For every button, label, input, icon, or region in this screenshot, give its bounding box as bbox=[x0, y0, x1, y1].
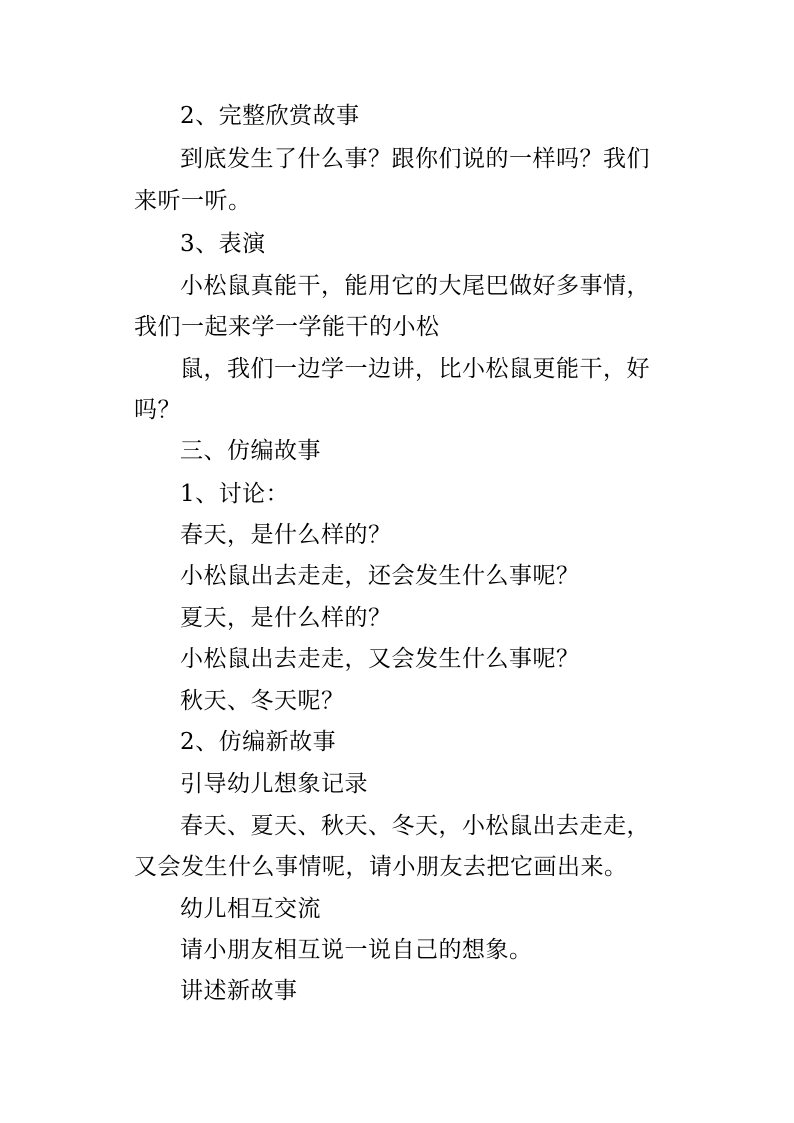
text-line: 到底发生了什么事？跟你们说的一样吗？我们 bbox=[180, 146, 650, 172]
text-line: 三、仿编故事 bbox=[180, 438, 321, 464]
text-line: 吗？ bbox=[134, 397, 181, 423]
text-line: 2、仿编新故事 bbox=[180, 729, 337, 755]
text-line: 又会发生什么事情呢，请小朋友去把它画出来。 bbox=[134, 854, 628, 880]
text-line: 夏天，是什么样的？ bbox=[180, 605, 392, 631]
text-line: 幼儿相互交流 bbox=[180, 896, 321, 922]
text-line: 2、完整欣赏故事 bbox=[180, 103, 360, 129]
text-line: 小松鼠真能干，能用它的大尾巴做好多事情， bbox=[180, 273, 650, 299]
text-line: 请小朋友相互说一说自己的想象。 bbox=[180, 937, 533, 963]
text-line: 讲述新故事 bbox=[180, 978, 298, 1004]
text-line: 春天，是什么样的？ bbox=[180, 522, 392, 548]
text-line: 3、表演 bbox=[180, 231, 266, 257]
text-line: 引导幼儿想象记录 bbox=[180, 771, 368, 797]
text-line: 春天、夏天、秋天、冬天，小松鼠出去走走， bbox=[180, 813, 650, 839]
text-line: 来听一听。 bbox=[134, 188, 252, 214]
text-line: 小松鼠出去走走，还会发生什么事呢？ bbox=[180, 563, 580, 589]
text-line: 1、讨论： bbox=[180, 481, 290, 507]
text-line: 秋天、冬天呢？ bbox=[180, 688, 345, 714]
text-line: 鼠，我们一边学一边讲，比小松鼠更能干，好 bbox=[180, 356, 650, 382]
text-line: 我们一起来学一学能干的小松 bbox=[134, 314, 440, 340]
text-line: 小松鼠出去走走，又会发生什么事呢？ bbox=[180, 646, 580, 672]
